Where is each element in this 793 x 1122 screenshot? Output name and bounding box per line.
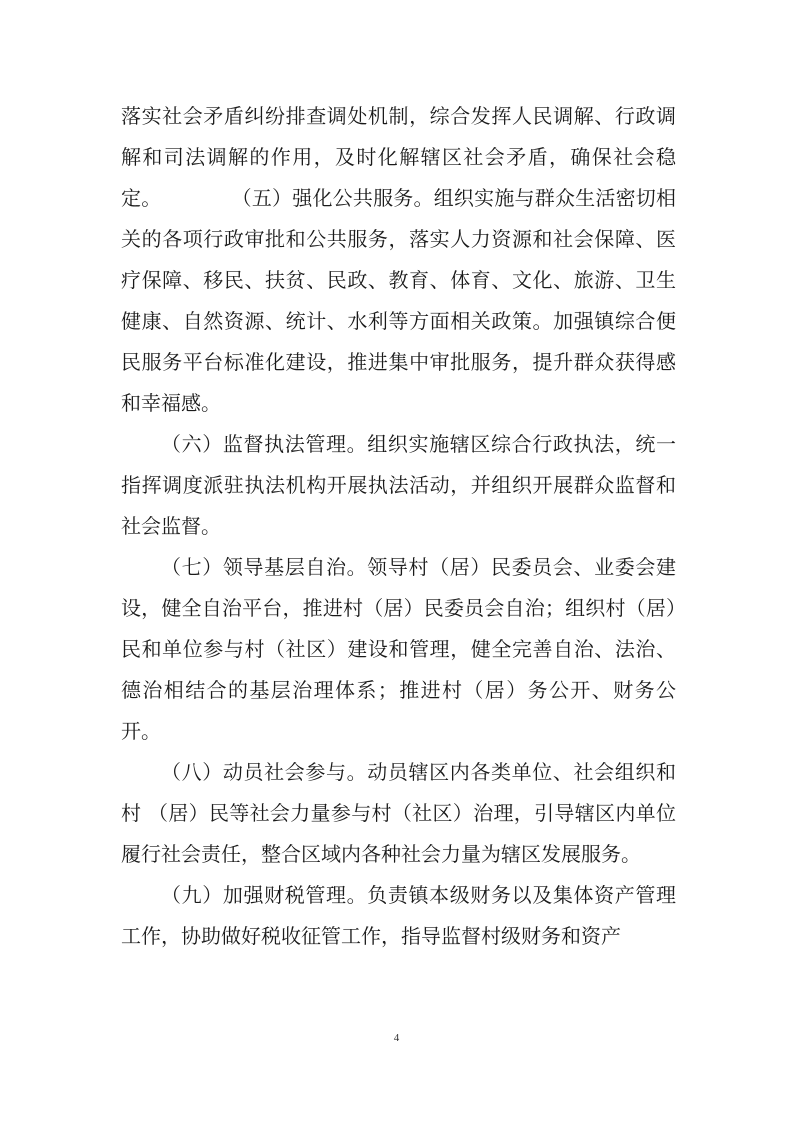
paragraph-continued bbox=[121, 96, 676, 424]
paragraph-text: （五）强化公共服务。组织实施与群众生活密切相关的各项行政审批和公共服务，落实人力资源和社会保障、医疗保障、移民、扶贫、民政、教育、体育、文化、旅游、卫生健康、自然资源、统计、水利等方面相关政策。加强镇综合便民服务平台标准化建设，推进集中审批服务，提升群众获得感和幸福感。 bbox=[121, 186, 677, 415]
paragraph-6: （六）监督执法管理。组织实施辖区综合行政执法，统一指挥调度派驻执法机构开展执法活动，并组织开展群众监督和社会监督。 bbox=[121, 432, 676, 538]
paragraph-8: （八）动员社会参与。动员辖区内各类单位、社会组织和村 （居）民等社会力量参与村（社区）治理，引导辖区内单位履行社会责任，整合区域内各种社会力量为辖区发展服务。 bbox=[121, 760, 676, 866]
page-number: 4 bbox=[393, 1032, 400, 1044]
paragraph-9: （九）加强财税管理。负责镇本级财务以及集体资产管理工作，协助做好税收征管工作，指导监督村级财务和资产 bbox=[121, 883, 676, 948]
document-body bbox=[121, 96, 676, 957]
paragraph-text: 落实社会矛盾纠纷排查调处机制，综合发挥人民调解、行政调解和司法调解的作用，及时化解辖区社会矛盾，确保社会稳定。 bbox=[121, 104, 676, 210]
paragraph-7: （七）领导基层自治。领导村（居）民委员会、业委会建设，健全自治平台，推进村（居）民委员会自治；组织村（居）民和单位参与村（社区）建设和管理，健全完善自治、法治、德治相结合的基层治理体系；推进村（居）务公开、财务公开。 bbox=[121, 555, 676, 743]
